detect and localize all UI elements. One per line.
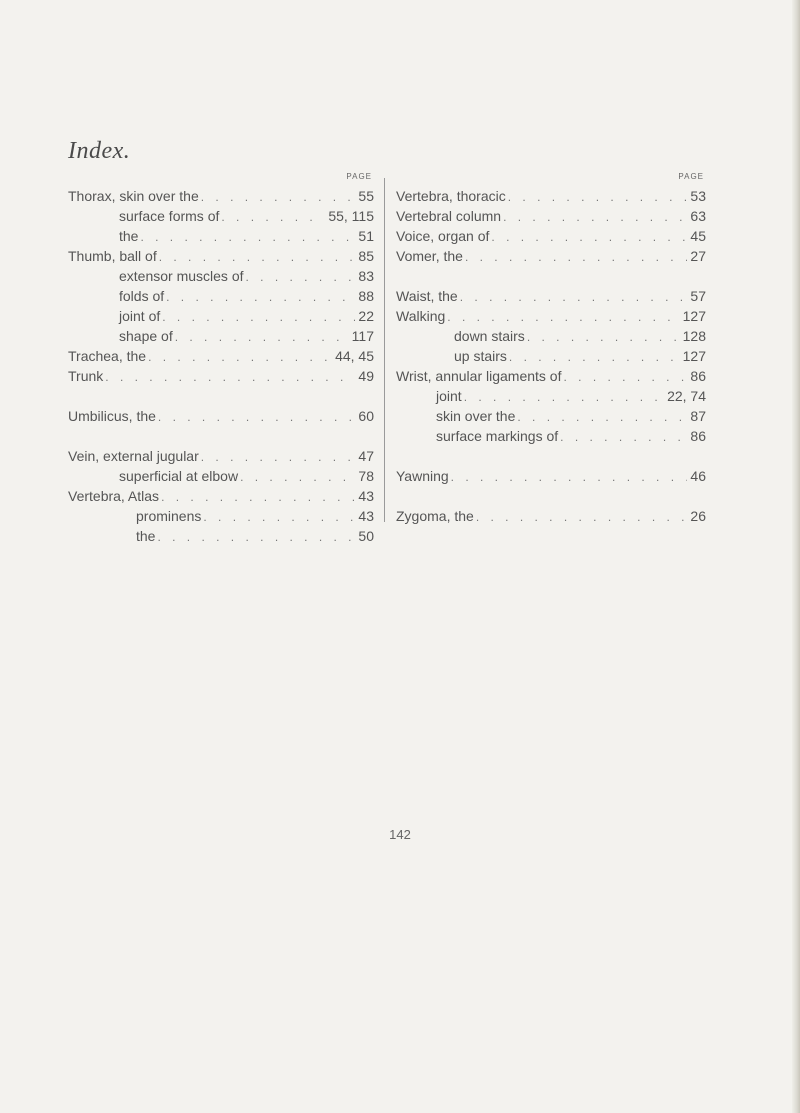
dot-leader xyxy=(140,227,355,246)
dot-leader xyxy=(464,387,664,406)
entry-term: Trachea, the xyxy=(68,348,147,364)
entry-page: 57 xyxy=(690,288,706,304)
dot-leader xyxy=(465,247,687,266)
index-entry xyxy=(68,266,374,286)
right-page-header: PAGE xyxy=(678,172,704,181)
page-number: 142 xyxy=(389,827,411,842)
entry-term: up stairs xyxy=(454,348,507,364)
entry-page: 44, 45 xyxy=(335,348,374,364)
entry-term: shape of xyxy=(119,328,173,344)
index-entry xyxy=(68,446,374,466)
dot-leader xyxy=(162,307,355,326)
entry-term: surface forms of xyxy=(119,208,220,224)
entry-term: joint of xyxy=(119,308,161,324)
entry-term: Trunk xyxy=(68,368,104,384)
index-entry xyxy=(396,386,706,406)
entry-term: Vertebral column xyxy=(396,208,502,224)
page-edge xyxy=(792,0,800,1113)
dot-leader xyxy=(508,187,688,206)
dot-leader xyxy=(503,207,687,226)
column-divider xyxy=(384,178,385,522)
entry-term: down stairs xyxy=(454,328,525,344)
index-entry xyxy=(396,326,706,346)
entry-term: prominens xyxy=(136,508,202,524)
entry-page: 86 xyxy=(690,368,706,384)
index-entry xyxy=(68,246,374,266)
entry-page: 26 xyxy=(690,508,706,524)
entry-term: Yawning xyxy=(396,468,449,484)
index-entry xyxy=(68,486,374,506)
entry-term: Zygoma, the xyxy=(396,508,474,524)
entry-term: Vomer, the xyxy=(396,248,463,264)
entry-page: 127 xyxy=(682,308,706,324)
dot-leader xyxy=(148,347,332,366)
dot-leader xyxy=(201,447,356,466)
entry-term: Vertebra, Atlas xyxy=(68,488,160,504)
entry-page: 63 xyxy=(690,208,706,224)
entry-term: Umbilicus, the xyxy=(68,408,156,424)
dot-leader xyxy=(240,467,355,486)
entry-page: 127 xyxy=(682,348,706,364)
index-entry xyxy=(396,406,706,426)
dot-leader xyxy=(451,467,688,486)
index-entry xyxy=(68,466,374,486)
entry-term: the xyxy=(119,228,139,244)
entry-page: 128 xyxy=(682,328,706,344)
dot-leader xyxy=(166,287,355,306)
entry-gap xyxy=(396,486,706,506)
dot-leader xyxy=(221,207,325,226)
entry-page: 85 xyxy=(358,248,374,264)
index-entry xyxy=(68,186,374,206)
dot-leader xyxy=(563,367,687,386)
entry-page: 22 xyxy=(358,308,374,324)
entry-page: 45 xyxy=(690,228,706,244)
entry-page: 83 xyxy=(358,268,374,284)
index-entry xyxy=(396,306,706,326)
entry-page: 53 xyxy=(690,188,706,204)
entry-page: 55, 115 xyxy=(328,208,374,224)
index-entry xyxy=(396,366,706,386)
dot-leader xyxy=(246,267,356,286)
dot-leader xyxy=(517,407,687,426)
entry-term: extensor muscles of xyxy=(119,268,244,284)
dot-leader xyxy=(460,287,688,306)
entry-term: Thorax, skin over the xyxy=(68,188,199,204)
page-title: Index. xyxy=(68,138,131,164)
entry-page: 55 xyxy=(358,188,374,204)
entry-page: 46 xyxy=(690,468,706,484)
dot-leader xyxy=(161,487,355,506)
index-entry xyxy=(68,506,374,526)
dot-leader xyxy=(476,507,688,526)
index-entry xyxy=(396,346,706,366)
index-entry xyxy=(396,426,706,446)
left-page-header: PAGE xyxy=(346,172,372,181)
index-entry xyxy=(396,226,706,246)
index-entry xyxy=(68,206,374,226)
index-entry xyxy=(68,346,374,366)
index-entry xyxy=(68,226,374,246)
entry-gap xyxy=(68,426,374,446)
index-entry xyxy=(396,466,706,486)
entry-page: 87 xyxy=(690,408,706,424)
entry-gap xyxy=(396,446,706,466)
dot-leader xyxy=(447,307,679,326)
index-entry xyxy=(68,326,374,346)
right-column xyxy=(396,172,706,526)
entry-term: superficial at elbow xyxy=(119,468,239,484)
index-entry xyxy=(396,286,706,306)
entry-page: 86 xyxy=(690,428,706,444)
index-entry xyxy=(68,406,374,426)
entry-page: 43 xyxy=(358,508,374,524)
dot-leader xyxy=(203,507,355,526)
entry-page: 22, 74 xyxy=(667,388,706,404)
index-entry xyxy=(68,286,374,306)
dot-leader xyxy=(560,427,687,446)
entry-page: 49 xyxy=(358,368,374,384)
entry-term: surface markings of xyxy=(436,428,559,444)
index-entry xyxy=(396,506,706,526)
dot-leader xyxy=(201,187,356,206)
index-entry xyxy=(68,306,374,326)
dot-leader xyxy=(158,407,356,426)
index-entry xyxy=(396,186,706,206)
entry-page: 51 xyxy=(358,228,374,244)
entry-term: the xyxy=(136,528,156,544)
index-entry xyxy=(68,366,374,386)
dot-leader xyxy=(491,227,687,246)
entry-term: Wrist, annular ligaments of xyxy=(396,368,562,384)
entry-page: 78 xyxy=(358,468,374,484)
entry-term: skin over the xyxy=(436,408,516,424)
entry-page: 43 xyxy=(358,488,374,504)
entry-term: Thumb, ball of xyxy=(68,248,157,264)
entry-term: folds of xyxy=(119,288,165,304)
entry-page: 50 xyxy=(358,528,374,544)
entry-page: 27 xyxy=(690,248,706,264)
entry-gap xyxy=(396,266,706,286)
entry-page: 117 xyxy=(351,328,374,344)
index-entry xyxy=(396,206,706,226)
dot-leader xyxy=(157,527,355,546)
entry-term: joint xyxy=(436,388,462,404)
entry-term: Walking xyxy=(396,308,446,324)
entry-page: 60 xyxy=(358,408,374,424)
dot-leader xyxy=(105,367,355,386)
index-entry xyxy=(396,246,706,266)
entry-gap xyxy=(68,386,374,406)
entry-term: Vertebra, thoracic xyxy=(396,188,506,204)
dot-leader xyxy=(527,327,680,346)
entry-term: Voice, organ of xyxy=(396,228,490,244)
dot-leader xyxy=(175,327,349,346)
entry-page: 47 xyxy=(358,448,374,464)
dot-leader xyxy=(159,247,356,266)
entry-page: 88 xyxy=(358,288,374,304)
right-entry-list xyxy=(396,186,706,526)
entry-term: Vein, external jugular xyxy=(68,448,199,464)
dot-leader xyxy=(509,347,680,366)
index-entry xyxy=(68,526,374,546)
left-column xyxy=(68,172,374,546)
entry-term: Waist, the xyxy=(396,288,458,304)
left-entry-list xyxy=(68,186,374,546)
